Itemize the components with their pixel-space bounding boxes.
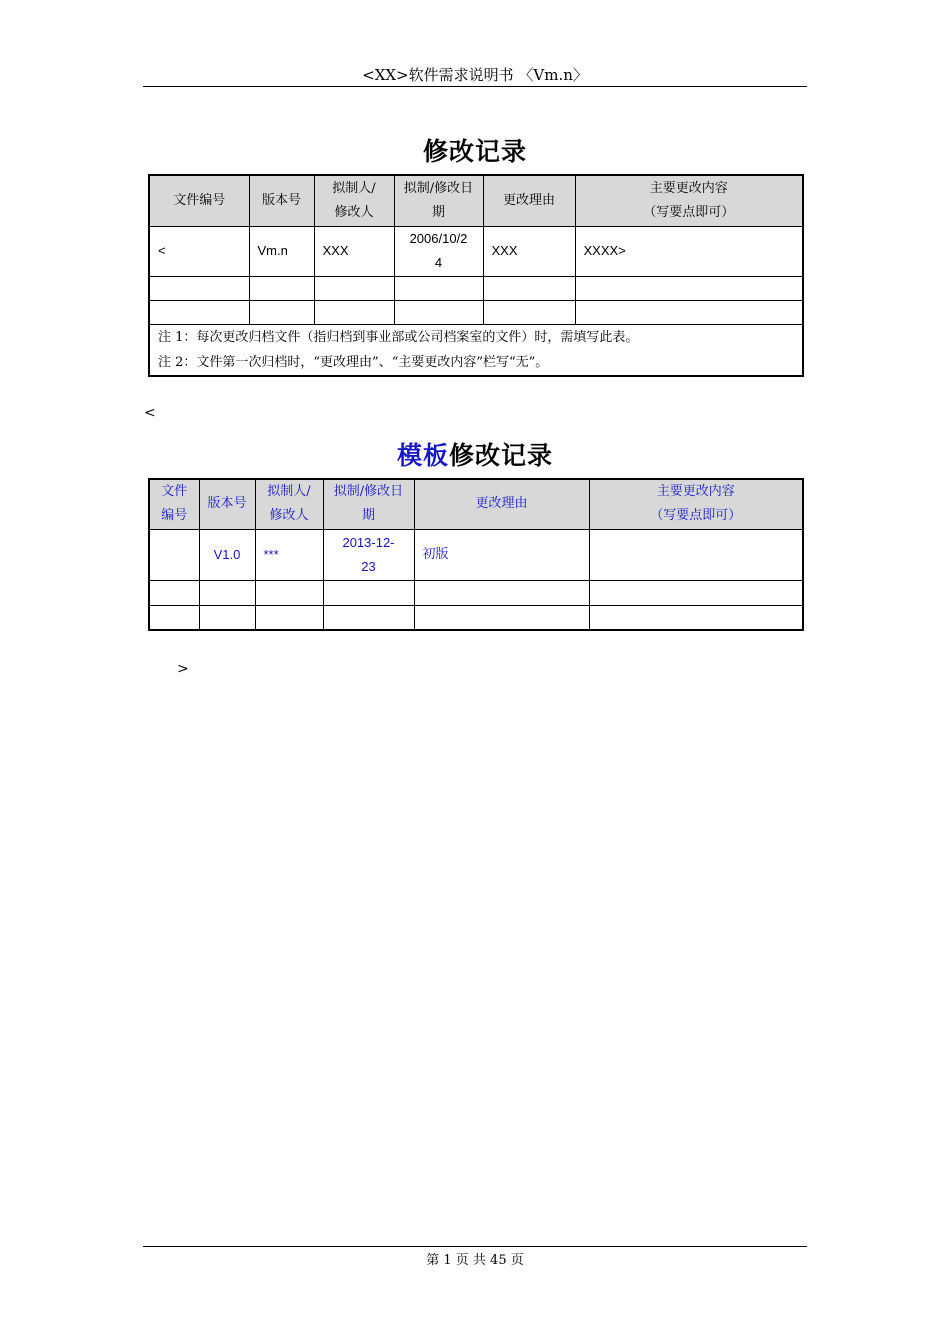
table-row [149, 276, 803, 300]
cell-version: Vm.n [249, 226, 314, 276]
template-title-rest: 修改记录 [449, 441, 554, 470]
table-row [149, 226, 803, 276]
open-marker: < [144, 405, 156, 421]
col-header-version: 版本号 [199, 479, 255, 529]
cell-content: XXXX> [575, 226, 803, 276]
revision-record-table [148, 174, 804, 377]
col-header-content: 主要更改内容 （写要点即可） [589, 479, 803, 529]
notes-cell [149, 324, 803, 376]
note-2: 注 2：文件第一次归档时，“更改理由”、“主要更改内容”栏写“无”。 [158, 354, 549, 370]
table-header-row [149, 479, 803, 529]
close-marker: > [177, 661, 189, 677]
cell-reason: XXX [483, 226, 575, 276]
col-header-version: 版本号 [249, 175, 314, 226]
cell-author: XXX [314, 226, 394, 276]
col-header-date: 拟制/修改日 期 [323, 479, 414, 529]
col-header-reason: 更改理由 [414, 479, 589, 529]
page-header: <XX>软件需求说明书 〈Vm.n〉 [143, 64, 807, 87]
col-header-content: 主要更改内容 （写要点即可） [575, 175, 803, 226]
table-row [149, 605, 803, 630]
col-header-file-no: 文件编号 [149, 175, 249, 226]
cell-author: *** [255, 529, 323, 580]
col-header-reason: 更改理由 [483, 175, 575, 226]
note-1: 注 1：每次更改归档文件（指归档到事业部或公司档案室的文件）时，需填写此表。 [158, 329, 639, 345]
cell-date: 2006/10/2 4 [394, 226, 483, 276]
template-title-blue: 模板 [396, 441, 449, 470]
table-header-row [149, 175, 803, 226]
cell-content [589, 529, 803, 580]
table-row [149, 580, 803, 605]
cell-file-no [149, 529, 199, 580]
template-title [0, 436, 950, 472]
record-title: 修改记录 [422, 137, 527, 166]
cell-version: V1.0 [199, 529, 255, 580]
notes-row [149, 324, 803, 376]
table-row [149, 529, 803, 580]
table-row [149, 300, 803, 324]
page-footer: 第 1 页 共 45 页 [143, 1246, 807, 1268]
cell-reason: 初版 [414, 529, 589, 580]
col-header-date: 拟制/修改日 期 [394, 175, 483, 226]
col-header-author: 拟制人/ 修改人 [255, 479, 323, 529]
cell-date: 2013-12- 23 [323, 529, 414, 580]
template-revision-table [148, 478, 804, 631]
col-header-author: 拟制人/ 修改人 [314, 175, 394, 226]
col-header-file-no: 文件 编号 [149, 479, 199, 529]
cell-file-no: < [149, 226, 249, 276]
